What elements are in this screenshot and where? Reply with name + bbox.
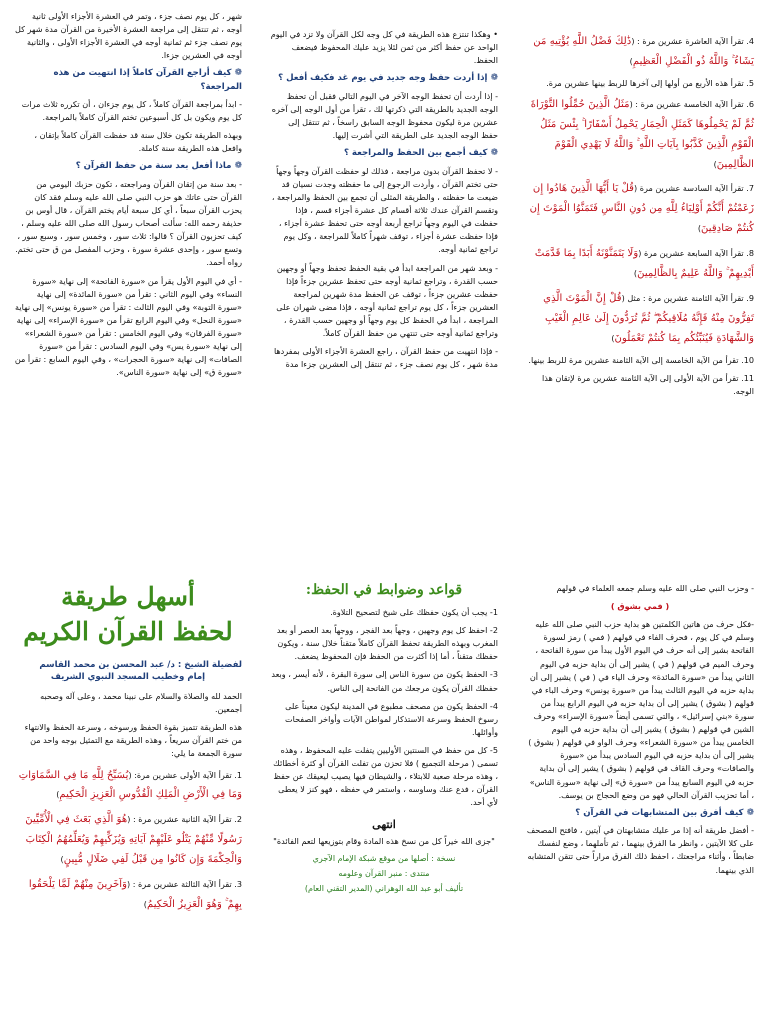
panel-top-middle xyxy=(256,0,512,512)
paragraph: -فكل حرف من هاتين الكلمتين هو بداية حزب النبي صلى الله عليه وسلم في كل يوم ، فحرف الفاء في قولهم ( فمي ) رمز لسورة الفاتحة بشير إلى أنه حرف في اليوم الأول يبدأ من سورة الفاتحة ، وحرف الميم في قولهم ( في ) يشير إلى أن بداية حزبه في اليوم الثاني يبدأ من «سورة المائدة» وحرف الياء في ( في ) يشير إلى أن بداية حزبه في اليوم الثالث يبدأ من «سورة يونس» وحرف الباء في قولهم ( بشوق ) يشير إلى أن بداية حزبه في اليوم الرابع يبدأ من سورة «بني إسرائيل» ، والتي تسمى أيضاً «سورة الإسراء» وحرف الشين في قولهم ( بشوق ) يشير إلى أن بداية حزبه في اليوم الخامس يبدأ من «سورة الشعراء» وحرف الواو في قولهم ( بشوق ) يشير إلى أن بداية حزبه في اليوم السادس يبدأ من «سورة والصافات» وحرف القاف في قولهم ( بشوق ) يشير إلى أن بداية حزبه في اليوم السابع يبدأ من «سورة ق» إلى نهاية «سورة الناس» ، أما تحزيب القرآن الحالي فهو من وضع الحجاج بن يوسف. xyxy=(528,619,754,800)
section-heading: ❁كيف أجمع بين الحفظ والمراجعة ؟ xyxy=(343,148,498,159)
paragraph: • وهكذا تنتزع هذه الطريقة في كل وجه لكل القرآن ولا تزد في اليوم الواحد عن حفظ أكثر من ثمن لئلا يزيد عليك المحفوظ فيضعف الحفظ. xyxy=(270,29,498,66)
paragraph: شهر ، كل يوم نصف جزء ، وتمر في العشرة الأجزاء الأولى ثانية أوجه ، ثم تنتقل إلى مراجعة العشرة الأخيرة من القرآن مدة شهر كل يوم نصف جزء ثم ثمانية أوجه في العشرة الأجزاء الأولى ، والثانية أوجه في العشرين جزءا. xyxy=(14,11,242,61)
paragraph: - ابدأ بمراجعة القرآن كاملاً ، كل يوم جزءان ، أن تكرره ثلاث مرات كل يوم ويكون بل كل أسبوعين تختم القرآن كاملاً بالمراجعة. xyxy=(21,98,242,122)
paragraph: - فإذا انتهيت من حفظ القرآن ، راجع العشرة الأجزاء الأولى بمفردها مدة شهر ، كل يوم نصف جزء ، ثم تنتقل إلى العشرين جزءا مدة xyxy=(273,346,498,370)
quran-verse: مَثَلُ الَّذِينَ حُمِّلُوا التَّوْرَاةَ ثُمَّ لَمْ يَحْمِلُوهَا كَمَثَلِ الْحِمَارِ يَحْمِلُ أَسْفَارًا ۚ بِئْسَ مَثَلُ الْقَوْمِ الَّذِينَ كَذَّبُوا بِآيَاتِ اللَّهِ ۚ وَاللَّهُ لَا يَهْدِي الْقَوْمَ الظَّالِمِينَ xyxy=(530,98,754,170)
quran-verse: يُسَبِّحُ لِلَّهِ مَا فِي السَّمَاوَاتِ وَمَا فِي الْأَرْضِ الْمَلِكِ الْقُدُّوسِ الْعَزِيزِ الْحَكِيمِ xyxy=(18,769,242,801)
paragraph: وبهذه الطريقة تكون خلال سنة قد حفظت القرآن كاملاً بإتقان ، وافعل هذه الطريقة سنة كاملة. xyxy=(34,130,242,154)
section-heading: ❁ماذا أفعل بعد سنة من حفظ القرآن ؟ xyxy=(75,161,242,172)
rule-4: 4- الحفظ يكون من مصحف مطبوع في المدينة ليكون معيناً على رسوخ الحفظ وسرعة الاستذكار لمواطن الآيات وأواخر الصفحات وأوائلها. xyxy=(284,700,498,737)
prayer-note: "جزى الله خيراً كل من نسخ هذه المادة وقام بتوزيعها لتعم الفائدة" xyxy=(273,835,495,846)
compiler-line: تأليف أبو عبد الله الوهراني (المدير التقني العام) xyxy=(304,883,464,893)
bullet-icon: ❁ xyxy=(746,807,754,818)
quran-verse: وَآخَرِينَ مِنْهُمْ لَمَّا يَلْحَقُوا بِهِمْ ۚ وَهُوَ الْعَزِيزُ الْحَكِيمُ xyxy=(28,879,242,910)
paragraph: - أفضل طريقة أنه إذا مر عليك متشابهتان في آيتين ، فافتح المصحف على كلا الآيتين ، وانظر ما الفرق بينهما ، ثم تأملهما ، وضع لنفسك ضابطاً ، وأثناء مراجعتك ، احفظ ذلك الفرق مراراً حتى تتقن المتشابه الذي بينهما. xyxy=(526,825,754,875)
paragraph: - بعد سنة من إتقان القرآن ومراجعته ، تكون حزبك اليومي من القرآن حتى عاتك هو حزب النبي صلى الله عليه وسلم فقد كان يحزب القرآن سبعاً ، أي كل سبعة أيام يختم القرآن ، قال أوس بن حذيفة رحمه الله: سألت أصحاب رسول الله صلى الله عليه وسلم ، كيف تحزبون القرآن ؟ قالوا: ثلاث سور ، وخمس سور ، وسبع سور ، وتسع سور ، وإحدى عشرة سورة ، وحزب المفصل من ق حتى تختم. رواه أحمد. xyxy=(15,178,242,268)
paragraph: - إذا أردت أن تحفظ الوجه الآخر في اليوم التالي فقبل أن تحفظ الوجه الجديد بالطريقة التي ذكرتها لك ، تقرأ من أول الوجه إلى آخره عشرين مرة ليكون محفوظ الوجه السابق راسخاً ، ثم تنتقل إلى حفظ الوجه الجديد على الطريقة التي أشرت إليها. xyxy=(271,90,498,141)
bullet-icon: ❁ xyxy=(234,68,242,79)
ayah-step-3: 3. تقرأ الآية الثالثة عشرين مرة : (وَآخَرِينَ مِنْهُمْ لَمَّا يَلْحَقُوا بِهِمْ ۚ وَهُوَ الْعَزِيزُ الْحَكِيمُ) xyxy=(28,879,242,910)
step-10: 10. تقرأ من الآية الخامسة إلى الآية الثامنة عشرين مرة للربط بينها. xyxy=(528,354,754,365)
mnemonic: ( فمي بشوق ) xyxy=(610,601,670,612)
rule-1: 1- يجب أن يكون حفظك على شيخ لتصحيح التلاوة. xyxy=(330,607,498,617)
rule-2: 2- احفظ كل يوم وجهين ، وجهاً بعد الفجر ، ووجهاً بعد العصر أو بعد المغرب وبهذه الطريقة تحفظ القرآن كاملاً متقناً خلال سنة ، ويكون حفظك متقناً ، أما إذا أكثرت من الحفظ فإن المحفوظ يضعف. xyxy=(276,625,498,662)
paragraph: هذه الطريقة تتميز بقوة الحفظ ورسوخه ، وسرعة الحفظ والانتهاء من ختم القرآن سريعاً ، وهذه الطريقة مع التمثيل بوجه واحد من سورة الجمعة ما يلي: xyxy=(24,722,242,759)
ayah-step-9: 9. تقرأ الآية الثامنة عشرين مرة : مثل (قُلْ إِنَّ الْمَوْتَ الَّذِي تَفِرُّونَ مِنْهُ فَإِنَّهُ مُلَاقِيكُمْ ۖ ثُمَّ تُرَدُّونَ إِلَىٰ عَالِمِ الْغَيْبِ وَالشَّهَادَةِ فَيُنَبِّئُكُم بِمَا كُنتُمْ تَعْمَلُونَ) xyxy=(543,292,754,344)
step-5: 5. تقرأ هذه الأربع من أولها إلى آخرها للربط بينها عشرين مرة. xyxy=(546,77,754,88)
forum-line: منتدى : منبر القرآن وعلومه xyxy=(338,868,430,878)
ayah-step-6: 6. تقرأ الآية الخامسة عشرين مرة : (مَثَلُ الَّذِينَ حُمِّلُوا التَّوْرَاةَ ثُمَّ لَمْ يَحْمِلُوهَا كَمَثَلِ الْحِمَارِ يَحْمِلُ أَسْفَارًا ۚ بِئْسَ مَثَلُ الْقَوْمِ الَّذِينَ كَذَّبُوا بِآيَاتِ اللَّهِ ۚ وَاللَّهُ لَا يَهْدِي الْقَوْمَ الظَّالِمِينَ) xyxy=(530,98,754,170)
panel-top-right xyxy=(512,0,768,512)
panel-bottom-right xyxy=(512,512,768,1024)
author-role: إمام وخطيب المسجد النبوي الشريف xyxy=(50,672,206,682)
panel-cover xyxy=(0,512,256,1024)
bullet-icon: ❁ xyxy=(490,73,498,84)
panel-rules xyxy=(256,512,512,1024)
bullet-icon: ❁ xyxy=(490,148,498,159)
bullet-icon: ❁ xyxy=(234,161,242,172)
ayah-step-4: 4. تقرأ الآية العاشرة عشرين مرة : (ذَٰلِكَ فَضْلُ اللَّهِ يُؤْتِيهِ مَن يَشَاءُ ۚ وَاللَّهُ ذُو الْفَضْلِ الْعَظِيمِ) xyxy=(533,36,754,67)
quran-verse: قُلْ يَا أَيُّهَا الَّذِينَ هَادُوا إِن زَعَمْتُمْ أَنَّكُمْ أَوْلِيَاءُ لِلَّهِ مِن دُونِ النَّاسِ فَتَمَنَّوُا الْمَوْتَ إِن كُنتُمْ صَادِقِينَ xyxy=(529,183,754,235)
paragraph: - وحزب النبي صلى الله عليه وسلم جمعه العلماء في قولهم xyxy=(556,583,754,593)
ayah-step-8: 8. تقرأ الآية السابعة عشرين مرة (وَلَا يَتَمَنَّوْنَهُ أَبَدًا بِمَا قَدَّمَتْ أَيْدِيهِمْ ۚ وَاللَّهُ عَلِيمٌ بِالظَّالِمِينَ) xyxy=(534,248,754,280)
intro: الحمد لله والصلاة والسلام على نبينا محمد ، وعلى آله وصحبه أجمعين. xyxy=(40,691,242,715)
section-heading: ❁كيف أفرق بين المتشابهات في القرآن ؟ xyxy=(575,807,754,818)
quran-verse: هُوَ الَّذِي بَعَثَ فِي الْأُمِّيِّينَ رَسُولًا مِّنْهُمْ يَتْلُو عَلَيْهِمْ آيَاتِهِ وَيُزَكِّيهِمْ وَيُعَلِّمُهُمُ الْكِتَابَ وَالْحِكْمَةَ وَإِن كَانُوا مِن قَبْلُ لَفِي ضَلَالٍ مُّبِينٍ xyxy=(25,814,242,866)
cover-subtitle: لحفظ القرآن الكريم xyxy=(23,617,233,646)
paragraph: - أي في اليوم الأول يقرأ من «سورة الفاتحة» إلى نهاية «سورة النساء» وفي اليوم الثاني : تقرأ من «سورة المائدة» إلى نهاية «سورة التوبة» وفي اليوم الثالث : تقرأ من «سورة يونس» إلى نهاية «سورة النحل» وفي اليوم الرابع تقرأ من «سورة الإسراء» إلى نهاية «سورة الفرقان» وفي اليوم الخامس : تقرأ من «سورة الشعراء» إلى نهاية «سورة يس» وفي اليوم السادس : تقرأ من «سورة الصافات» إلى نهاية «سورة الحجرات» ، وفي اليوم السابع : تقرأ من «سورة ق» إلى نهاية «سورة الناس». xyxy=(14,275,242,378)
quran-verse: ذَٰلِكَ فَضْلُ اللَّهِ يُؤْتِيهِ مَن يَشَاءُ ۚ وَاللَّهُ ذُو الْفَضْلِ الْعَظِيمِ xyxy=(533,36,754,67)
paragraph: - لا تحفظ القرآن بدون مراجعة ، فذلك لو حفظت القرآن وجهاً وجهاً حتى تختم القرآن ، وأردت الرجوع إلى ما حفظته وجدت نسيان قد ضيعت ما حفظته ، والطريقة المثلى أن تجمع بين الحفظ والمراجعة ، وتقسم القرآن عندك ثلاثة أقسام كل عشرة أجزاء قسم ، فإذا حفظت في اليوم وجهاً تراجع أربعة أوجه حتى تحفظ عشرة أجزاء ، فإذا حفظت عشرة أجزاء ، توقف شهراً كاملاً للمراجعة ، وكل يوم تراجع ثمانية أوجه. xyxy=(271,165,498,255)
quran-verse: وَلَا يَتَمَنَّوْنَهُ أَبَدًا بِمَا قَدَّمَتْ أَيْدِيهِمْ ۚ وَاللَّهُ عَلِيمٌ بِالظَّالِمِينَ xyxy=(534,248,754,280)
panel-top-left xyxy=(0,0,256,512)
end-mark: انتهى xyxy=(372,817,396,831)
ayah-step-2: 2. تقرأ الآية الثانية عشرين مرة : (هُوَ الَّذِي بَعَثَ فِي الْأُمِّيِّينَ رَسُولًا مِّنْهُمْ يَتْلُو عَلَيْهِمْ آيَاتِهِ وَيُزَكِّيهِمْ وَيُعَلِّمُهُمُ الْكِتَابَ وَالْحِكْمَةَ وَإِن كَانُوا مِن قَبْلُ لَفِي ضَلَالٍ مُّبِينٍ) xyxy=(25,814,242,866)
author-line: لفضيلة الشيخ : د/ عبد المحسن بن محمد القاسم xyxy=(39,660,242,670)
cover-title: أسهل طريقة xyxy=(61,582,195,611)
rule-5: 5- كل من حفظ في السنتين الأوليين يتفلت عليه المحفوظ ، وهذه تسمى ( مرحلة التجميع ) فلا تحزن من تفلت القرآن أو كثرة أخطائك ، وهذه مرحلة صعبة للابتلاء ، والشيطان فيها يصيب ليعيقك عن حفظ القرآن ، فدع عنك وساوسه ، واستمر في حفظه ، فهو كنز لا يعطى لأي أحد. xyxy=(273,744,498,808)
section-heading: ❁إذا أردت حفظ وجه جديد في يوم غد فكيف أفعل ؟ xyxy=(278,73,498,84)
section-heading: ❁كيف أراجع القرآن كاملاً إذا انتهيت من هذه المراجعة؟ xyxy=(53,68,242,92)
ayah-step-1: 1. تقرأ الآية الأولى عشرين مرة: (يُسَبِّحُ لِلَّهِ مَا فِي السَّمَاوَاتِ وَمَا فِي الْأَرْضِ الْمَلِكِ الْقُدُّوسِ الْعَزِيزِ الْحَكِيمِ) xyxy=(18,769,242,801)
rules-title: قواعد وضوابط في الحفظ: xyxy=(305,582,463,598)
ayah-step-7: 7. تقرأ الآية السادسة عشرين مرة (قُلْ يَا أَيُّهَا الَّذِينَ هَادُوا إِن زَعَمْتُمْ أَنَّكُمْ أَوْلِيَاءُ لِلَّهِ مِن دُونِ النَّاسِ فَتَمَنَّوُا الْمَوْتَ إِن كُنتُمْ صَادِقِينَ) xyxy=(529,183,754,235)
rule-3: 3- الحفظ يكون من سورة الناس إلى سورة البقرة ، لأنه أيسر ، وبعد حفظك القرآن يكون مرجعك من الفاتحة إلى الناس. xyxy=(271,669,498,693)
paragraph: - وبعد شهر من المراجعة ابدأ في بقية الحفظ تحفظ وجهاً أو وجهين حسب القدرة ، وتراجع ثمانية أوجه حتى تحفظ عشرين جزءاً فإذا حفظت عشرين جزءاً ، توقف عن الحفظ مدة شهرين لمراجعة العشرين جزءاً ، كل يوم تراجع ثمانية أوجه ، فإذا مضى شهران على المراجعة ، ابدأ في الحفظ كل يوم وجهاً أو وجهين حسب القدرة ، وتراجع ثمانية أوجه حتى تنتهي من حفظ القرآن كاملاً. xyxy=(276,262,498,339)
quran-verse: قُلْ إِنَّ الْمَوْتَ الَّذِي تَفِرُّونَ مِنْهُ فَإِنَّهُ مُلَاقِيكُمْ ۖ ثُمَّ تُرَدُّونَ إِلَىٰ عَالِمِ الْغَيْبِ وَالشَّهَادَةِ فَيُنَبِّئُكُم بِمَا كُنتُمْ تَعْمَلُونَ xyxy=(543,292,754,344)
step-11: 11. تقرأ من الآية الأولى إلى الآية الثامنة عشرين مرة لإتقان هذا الوجه. xyxy=(542,372,754,396)
source-line: نسخة : أصلها من موقع شبكة الإمام الآجري xyxy=(312,853,456,863)
